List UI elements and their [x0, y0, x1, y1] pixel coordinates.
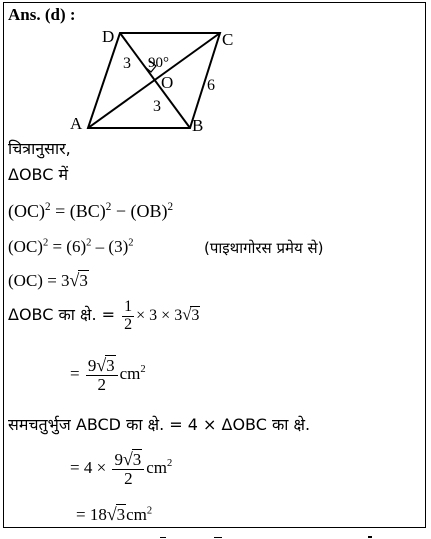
- eq5-numerator: [86, 356, 118, 376]
- eq8-prefix: = 18: [76, 505, 107, 524]
- eq2-exponent-1: 2: [86, 237, 92, 249]
- eq8-radical: √3: [106, 504, 126, 524]
- center-o-label: O: [161, 73, 174, 92]
- segment-ob-label: 3: [153, 98, 161, 115]
- eq7-denominator: 2: [124, 468, 133, 488]
- eq4-product: × 3 × 3: [136, 306, 183, 324]
- eq8-radicand: 3: [116, 505, 126, 524]
- eq8-unit: cm: [126, 505, 147, 524]
- step-rhombus-area-text: समचतुर्भुज ABCD का क्षे. = 4 × ΔOBC का क्षे.: [8, 415, 311, 434]
- step-according-text: चित्रानुसार,: [8, 139, 71, 158]
- vertex-a-label: A: [70, 114, 83, 133]
- answer-label: Ans. (d) :: [8, 5, 76, 24]
- eq3-radical: √3: [69, 270, 88, 290]
- eq1-term-bc: (BC): [69, 201, 106, 221]
- eq4-denominator: 2: [124, 315, 133, 333]
- eq1-lhs-exponent: 2: [45, 201, 51, 213]
- eq5-fraction: [86, 356, 118, 394]
- eq1-equals: =: [50, 201, 70, 221]
- pythagoras-theorem-note: (पाइथागोरस प्रमेय से): [204, 239, 324, 257]
- rhombus-figure: [0, 0, 431, 140]
- eq7-num-coef: 9: [114, 450, 123, 469]
- eq7-unit-exponent: 2: [167, 458, 173, 470]
- equation-triangle-area-value: [70, 356, 146, 394]
- eq1-lhs: (OC): [8, 201, 45, 221]
- eq8-unit-exponent: 2: [146, 505, 153, 517]
- equation-rhombus-area: [70, 450, 172, 488]
- eq5-radical: √3: [96, 355, 115, 375]
- eq5-unit: cm: [119, 363, 141, 383]
- eq3-coefficient: 3: [61, 271, 70, 290]
- eq2-lhs: (OC): [8, 237, 43, 256]
- cropped-text-fragments: [0, 534, 431, 539]
- eq7-unit: cm: [146, 457, 168, 477]
- eq7-radicand: 3: [132, 450, 142, 469]
- eq5-radicand: 3: [106, 356, 115, 375]
- eq1-minus: −: [111, 201, 131, 221]
- equation-pythagoras-general: [8, 201, 173, 222]
- eq4-radicand: 3: [191, 306, 200, 324]
- equation-pythagoras-values: [8, 237, 134, 257]
- vertex-c-label: C: [222, 30, 234, 49]
- eq7-radical: √3: [122, 449, 142, 469]
- eq4-numerator: 1: [124, 298, 133, 315]
- eq4-radical: √3: [182, 304, 200, 324]
- vertex-b-label: B: [192, 116, 204, 135]
- eq1-term-ob: (OB): [130, 201, 168, 221]
- eq4-fraction: [122, 299, 134, 334]
- equation-final-answer: [76, 504, 152, 525]
- segment-od-label: 3: [123, 55, 131, 72]
- eq3-radicand: 3: [79, 271, 88, 290]
- eq5-unit-exponent: 2: [140, 364, 146, 376]
- eq2-lhs-exponent: 2: [42, 237, 49, 249]
- right-angle-label: 90°: [148, 55, 169, 71]
- eq7-numerator: [112, 450, 144, 470]
- eq1-ob-exponent: 2: [167, 201, 174, 213]
- eq5-equals: =: [70, 363, 84, 383]
- step-triangle-text: ΔOBC में: [8, 165, 69, 184]
- vertex-d-label: D: [102, 27, 115, 46]
- eq7-prefix: = 4 ×: [70, 457, 111, 477]
- eq1-bc-exponent: 2: [105, 201, 112, 213]
- equation-triangle-area: [8, 299, 200, 334]
- side-bc-label: 6: [207, 77, 215, 94]
- eq2-term-3: – (3): [91, 237, 129, 256]
- eq2-exponent-2: 2: [128, 237, 134, 249]
- eq4-lhs: ΔOBC का क्षे. =: [8, 304, 121, 324]
- cropped-next-line: [0, 530, 431, 539]
- eq5-num-coef: 9: [87, 356, 97, 375]
- eq3-lhs: (OC) =: [8, 271, 62, 290]
- eq7-fraction: [112, 450, 144, 488]
- eq2-term-6: = (6): [48, 237, 87, 256]
- equation-oc-result: [8, 270, 89, 291]
- eq5-denominator: 2: [97, 374, 106, 394]
